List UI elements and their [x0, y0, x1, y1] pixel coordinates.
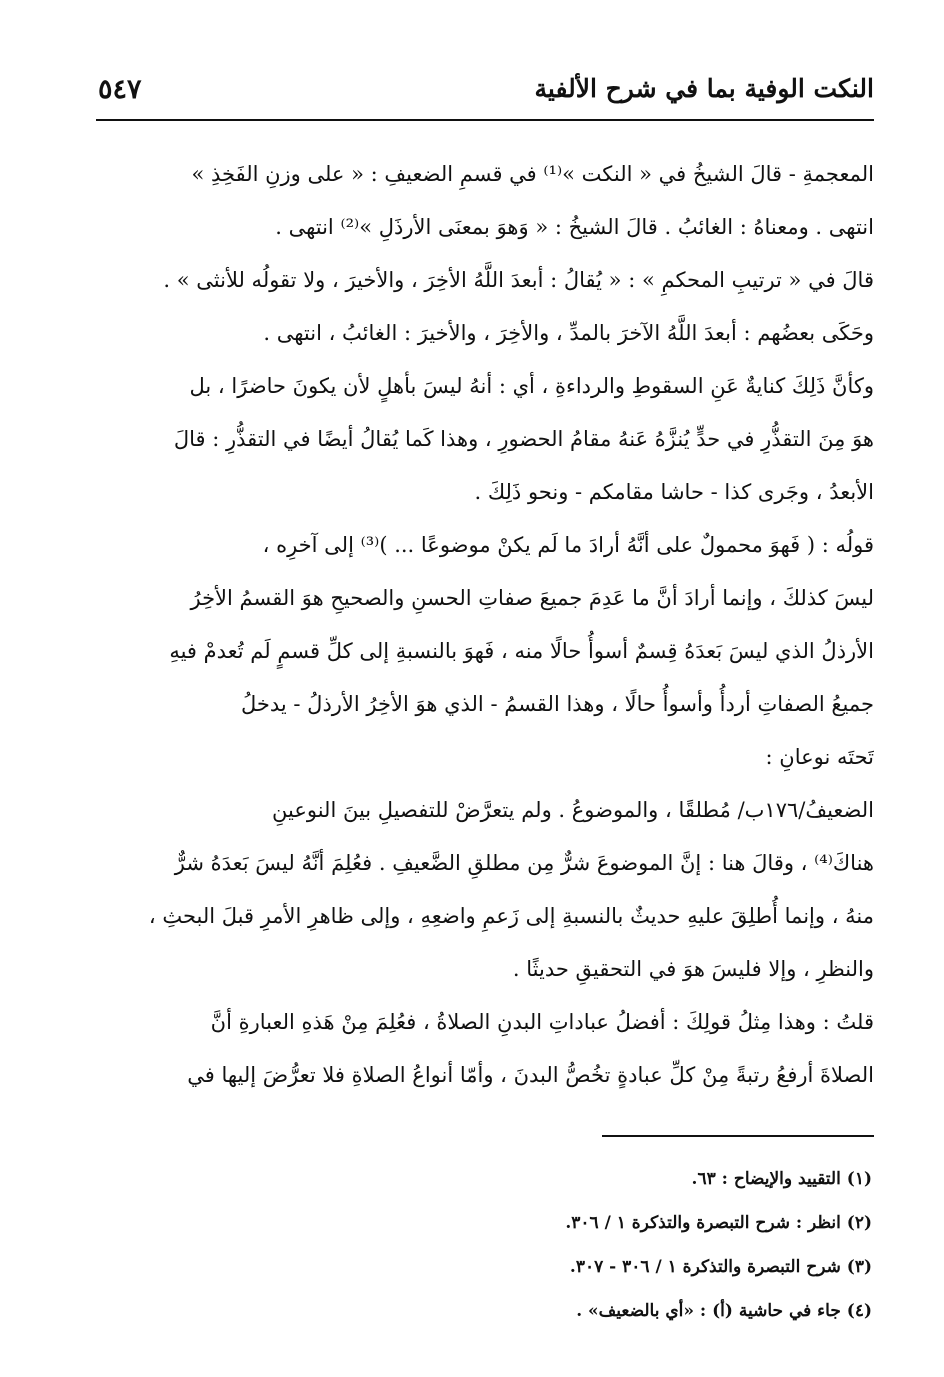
- running-header-title: النكت الوفية بما في شرح الألفية: [534, 74, 874, 103]
- text-line: وحَكَى بعضُهم : أبعدَ اللَّهُ الآخرَ بالمدِّ ، والأخِرَ ، والأخيرَ : الغائبُ ، انتهى .: [263, 321, 874, 345]
- text-line: انتهى . ومعناهُ : الغائبُ . قالَ الشيخُ : « وَهوَ بمعنَى الأرذَلِ »⁽²⁾ انتهى .: [275, 215, 874, 239]
- text-line: الضعيفُ/١٧٦ب/ مُطلقًا ، والموضوعُ . ولم يتعرَّضْ للتفصيلِ بينَ النوعينِ: [272, 798, 874, 822]
- text-line: قولُه : ( فَهوَ محمولٌ على أنَّهُ أرادَ ما لَم يكنْ موضوعًا ... )⁽³⁾ إلى آخرِه ،: [262, 533, 874, 557]
- text-line: منهُ ، وإنما أُطلِقَ عليهِ حديثٌ بالنسبةِ إلى زَعمِ واضعِهِ ، وإلى ظاهرِ الأمرِ قبلَ البحثِ ،: [148, 904, 874, 928]
- header-rule: [96, 119, 874, 121]
- text-line: والنظرِ ، وإلا فليسَ هوَ في التحقيقِ حديثًا .: [512, 957, 874, 981]
- footnote-rule: [602, 1135, 874, 1137]
- text-line: وكأنَّ ذَلِكَ كنايةٌ عَنِ السقوطِ والرداءةِ ، أي : أنهُ ليسَ بأهلٍ لأن يكونَ حاضرًا ، بل: [189, 374, 874, 398]
- footnote-item: (٢) انظر : شرح التبصرة والتذكرة ١ / ٣٠٦.: [565, 1213, 872, 1233]
- text-line: قلتُ : وهذا مِثلُ قولِكَ : أفضلُ عباداتِ البدنِ الصلاةُ ، فعُلِمَ مِنْ هَذهِ العبارةِ أنَّ: [210, 1010, 874, 1034]
- footnote-item: (٤) جاء في حاشية (أ) : «أي بالضعيف» .: [576, 1301, 872, 1321]
- footnotes: [96, 1157, 872, 1333]
- text-line: الأرذلُ الذي ليسَ بَعدَهُ قِسمٌ أسوأُ حالًا منه ، فَهوَ بالنسبةِ إلى كلِّ قسمٍ لَم تُعدمْ فيهِ: [169, 639, 874, 663]
- text-line: الأبعدُ ، وجَرى كذا - حاشا مقامكم - ونحو ذَلِكَ .: [474, 480, 874, 504]
- text-line: قالَ في « ترتيبِ المحكمِ » : « يُقالُ : أبعدَ اللَّهُ الأخِرَ ، والأخيرَ ، ولا تقولُه للأنثى » .: [163, 268, 874, 292]
- footnote-item: (١) التقييد والإيضاح : ٦٣.: [691, 1169, 872, 1189]
- text-line: هوَ مِنَ التقذُّرِ في حدٍّ يُنزَّهُ عَنهُ مقامُ الحضورِ ، وهذا كَما يُقالُ أيضًا في التقذُّرِ : قالَ: [173, 427, 874, 451]
- text-line: الصلاةَ أرفعُ رتبةً مِنْ كلِّ عبادةٍ تخُصُّ البدنَ ، وأمّا أنواعُ الصلاةِ فلا تعرُّضَ إليها في: [187, 1063, 874, 1087]
- page-number: ٥٤٧: [98, 74, 142, 105]
- text-line: جميعُ الصفاتِ أردأُ وأسوأُ حالًا ، وهذا القسمُ - الذي هوَ الأخِرُ الأرذلُ - يدخلُ: [240, 692, 874, 716]
- text-line: المعجمةِ - قالَ الشيخُ في « النكت »⁽¹⁾ في قسمِ الضعيفِ : « على وزنِ الفَخِذِ »: [191, 162, 874, 186]
- footnote-item: (٣) شرح التبصرة والتذكرة ١ / ٣٠٦ - ٣٠٧.: [569, 1257, 872, 1277]
- text-line: ليسَ كذلكَ ، وإنما أرادَ أنَّ ما عَدِمَ جميعَ صفاتِ الحسنِ والصحيحِ هوَ القسمُ الأخِرُ: [190, 586, 874, 610]
- main-text: [96, 148, 874, 1102]
- text-line: تَحتَه نوعانِ :: [765, 745, 874, 769]
- text-line: هناكَ⁽⁴⁾ ، وقالَ هنا : إنَّ الموضوعَ شرٌّ مِن مطلقِ الضَّعيفِ . فعُلِمَ أنَّهُ ليسَ بَعدَهُ شرٌّ: [174, 851, 874, 875]
